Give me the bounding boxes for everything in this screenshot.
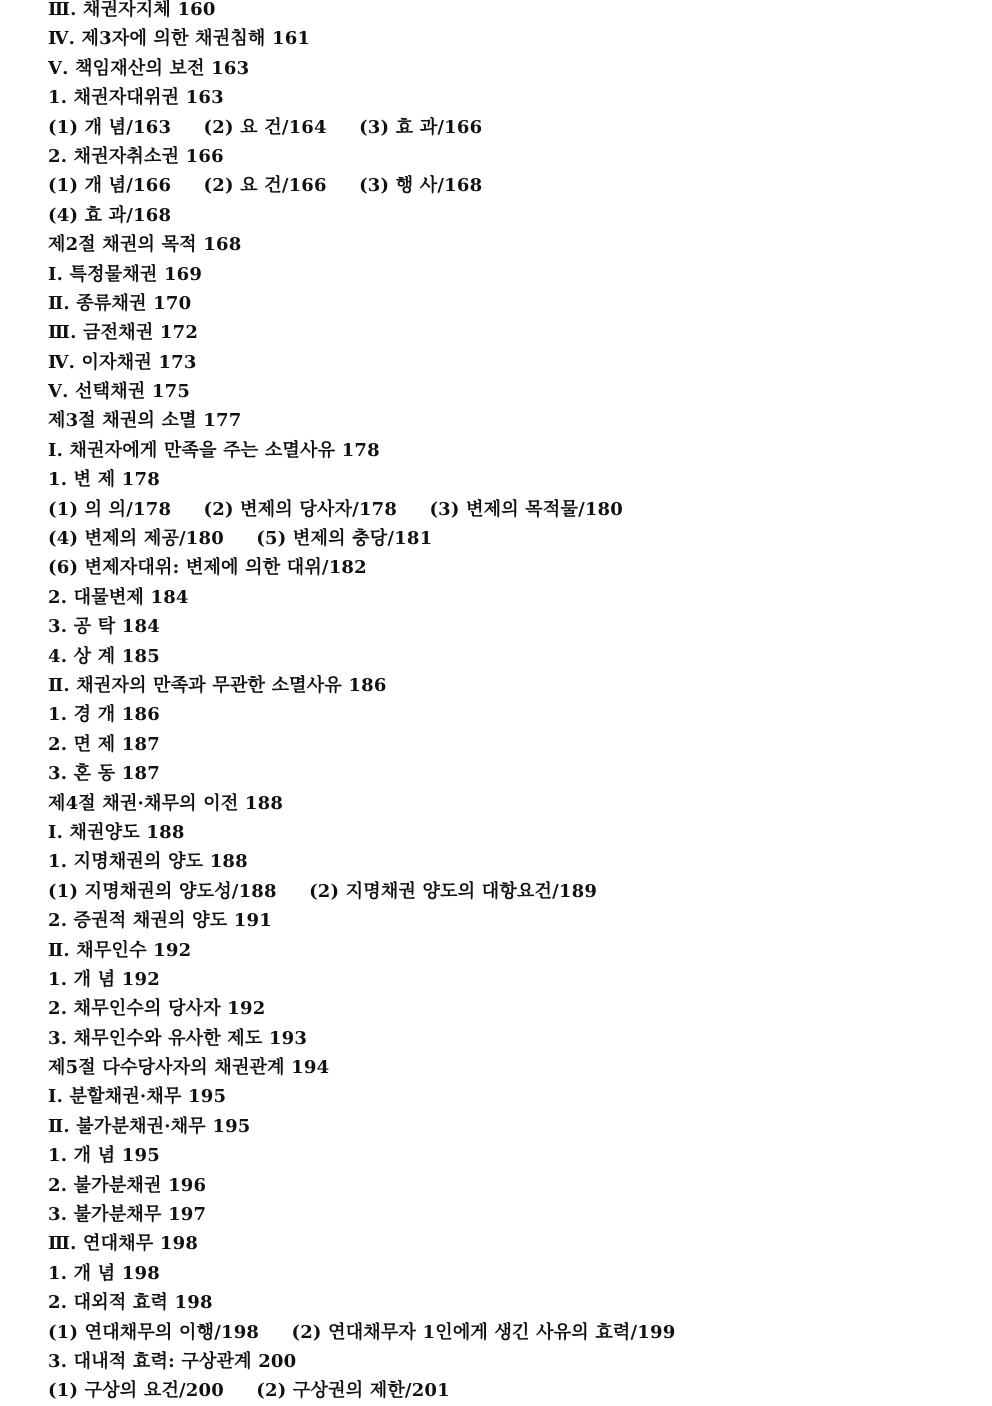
toc-line: 1. 개 념 198 <box>48 1262 160 1284</box>
toc-line: Ⅰ. 분할채권·채무 195 <box>48 1086 227 1108</box>
toc-line: (6) 변제자대위: 변제에 의한 대위/182 <box>48 557 367 579</box>
toc-line: 4. 상 계 185 <box>48 645 160 667</box>
toc-line: Ⅳ. 이자채권 173 <box>48 351 197 373</box>
toc-line: 3. 채무인수와 유사한 제도 193 <box>48 1027 308 1049</box>
toc-line: 2. 채무인수의 당사자 192 <box>48 998 266 1020</box>
toc-line: (4) 효 과/168 <box>48 204 172 226</box>
toc-line: (1) 연대채무의 이행/198 (2) 연대채무자 1인에게 생긴 사유의 효력/199 <box>48 1321 676 1343</box>
toc-line: (1) 지명채권의 양도성/188 (2) 지명채권 양도의 대항요건/189 <box>48 880 598 902</box>
toc-line: (4) 변제의 제공/180 (5) 변제의 충당/181 <box>48 528 433 550</box>
toc-line: 1. 개 념 195 <box>48 1145 160 1167</box>
toc-line: 제3절 채권의 소멸 177 <box>48 410 242 432</box>
toc-line: Ⅲ. 금전채권 172 <box>48 322 199 344</box>
toc-line: 2. 증권적 채권의 양도 191 <box>48 910 272 932</box>
toc-line: 1. 경 개 186 <box>48 704 160 726</box>
toc-line: Ⅳ. 제3자에 의한 채권침해 161 <box>48 28 311 50</box>
toc-line: Ⅰ. 특정물채권 169 <box>48 263 203 285</box>
toc-line: 2. 대물변제 184 <box>48 586 189 608</box>
toc-line: 3. 대내적 효력: 구상관계 200 <box>48 1350 297 1372</box>
toc-line: 3. 공 탁 184 <box>48 616 160 638</box>
toc-line: (1) 의 의/178 (2) 변제의 당사자/178 (3) 변제의 목적물/180 <box>48 498 624 520</box>
toc-line: 2. 불가분채권 196 <box>48 1174 207 1196</box>
toc-line: 2. 채권자취소권 166 <box>48 145 224 167</box>
toc-line: 2. 면 제 187 <box>48 733 160 755</box>
toc-line: Ⅴ. 책임재산의 보전 163 <box>48 57 250 79</box>
toc-line: Ⅱ. 불가분채권·채무 195 <box>48 1115 251 1137</box>
toc-line: (1) 개 념/163 (2) 요 건/164 (3) 효 과/166 <box>48 116 483 138</box>
toc-line: Ⅰ. 채권양도 188 <box>48 821 185 843</box>
toc-line: Ⅲ. 채권자지체 160 <box>48 0 216 20</box>
toc-line: 1. 채권자대위권 163 <box>48 87 224 109</box>
toc-line: (1) 개 념/166 (2) 요 건/166 (3) 행 사/168 <box>48 175 483 197</box>
toc-line: Ⅲ. 연대채무 198 <box>48 1233 199 1255</box>
toc-line: 2. 대외적 효력 198 <box>48 1292 213 1314</box>
toc-line: Ⅱ. 채권자의 만족과 무관한 소멸사유 186 <box>48 674 387 696</box>
toc-line: 제4절 채권·채무의 이전 188 <box>48 792 284 814</box>
toc-line: 1. 개 념 192 <box>48 968 160 990</box>
toc-line: 3. 불가분채무 197 <box>48 1204 207 1226</box>
toc-line: Ⅴ. 선택채권 175 <box>48 381 191 403</box>
toc-line: Ⅱ. 채무인수 192 <box>48 939 192 961</box>
toc-line: 3. 혼 동 187 <box>48 763 160 785</box>
toc-line: 1. 변 제 178 <box>48 469 160 491</box>
toc-line: 제5절 다수당사자의 채권관계 194 <box>48 1057 330 1079</box>
table-of-contents <box>48 0 978 1406</box>
toc-line: 1. 지명채권의 양도 188 <box>48 851 248 873</box>
toc-line: 제2절 채권의 목적 168 <box>48 234 242 256</box>
toc-line: (1) 구상의 요건/200 (2) 구상권의 제한/201 <box>48 1380 450 1402</box>
toc-line: Ⅱ. 종류채권 170 <box>48 292 192 314</box>
toc-line: Ⅰ. 채권자에게 만족을 주는 소멸사유 178 <box>48 439 380 461</box>
